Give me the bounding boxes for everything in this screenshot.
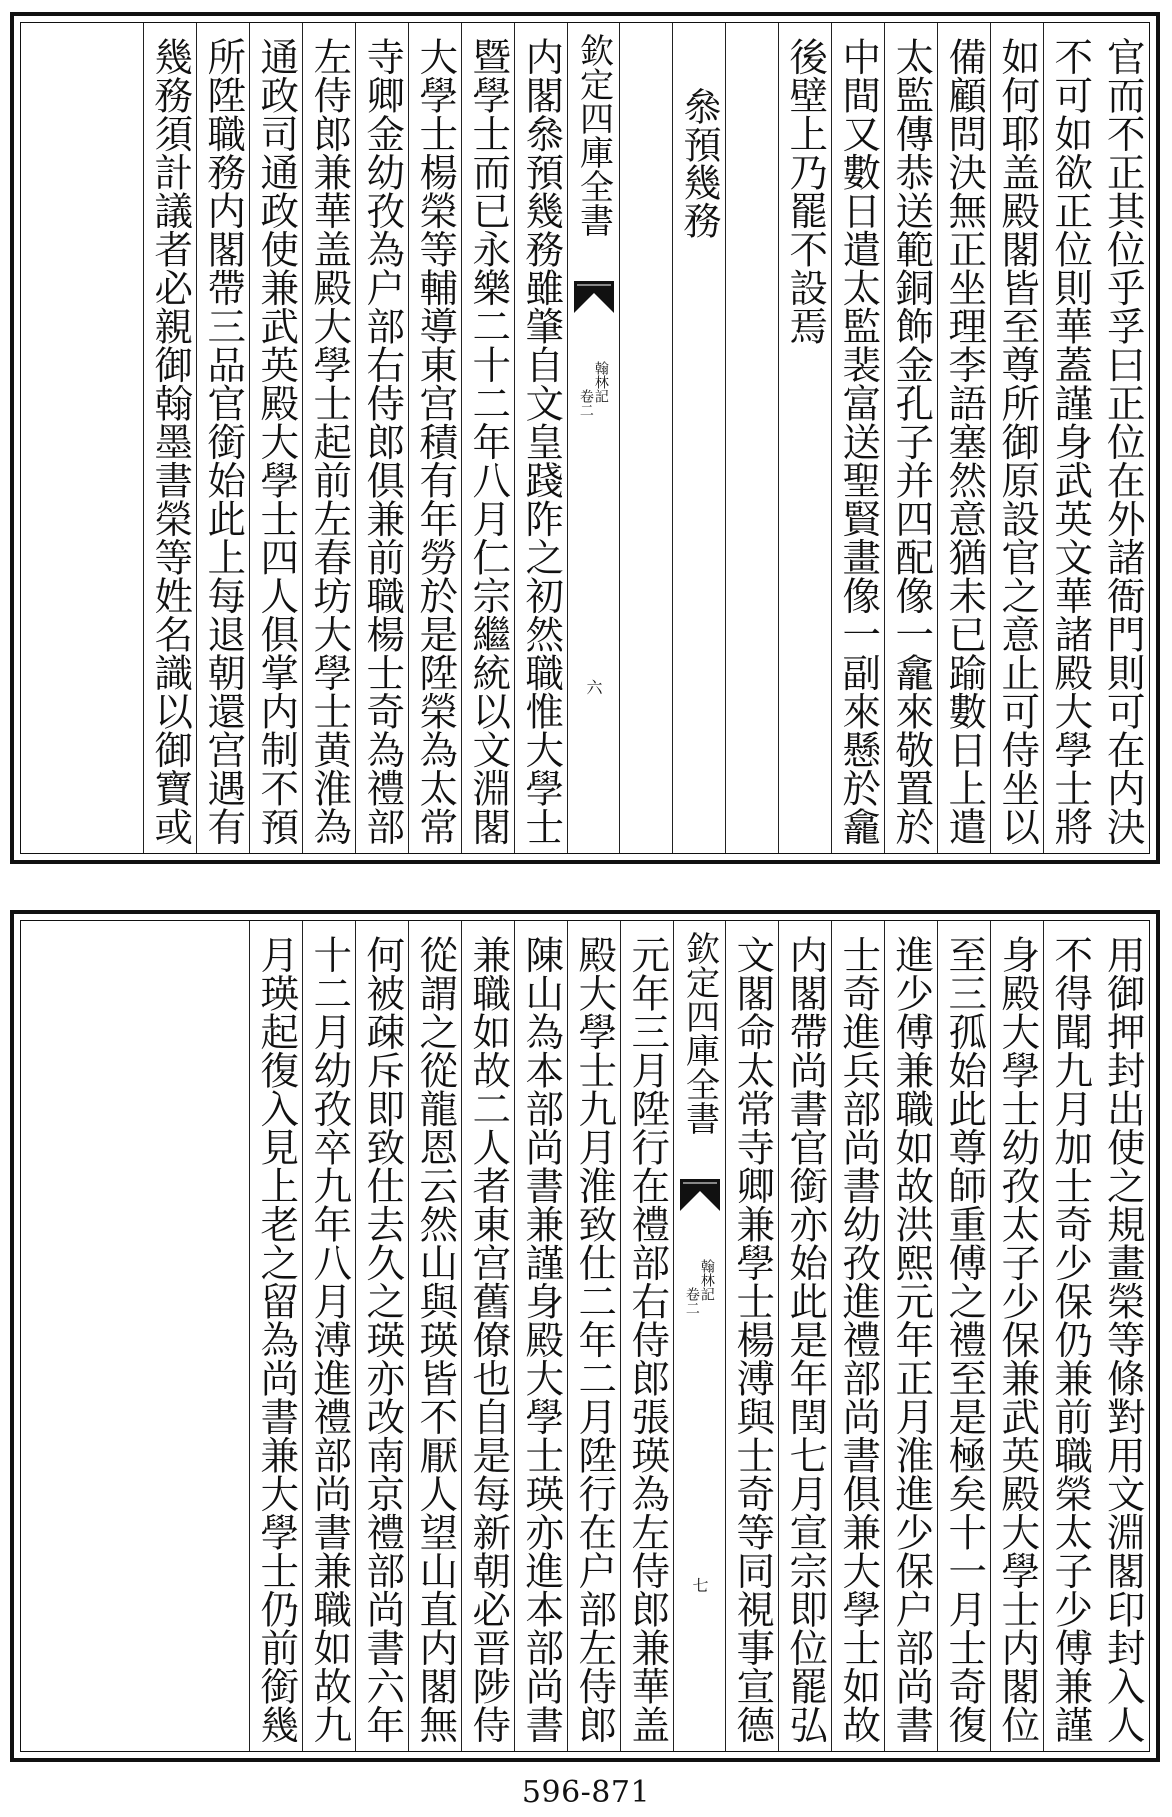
blank-column <box>725 23 778 853</box>
sub-title: 翰林記 <box>592 361 609 403</box>
column-text: 陳山為本部尚書兼謹身殿大學士瑛亦進本部尚書 <box>519 935 565 1744</box>
column-text: 士奇進兵部尚書幼孜進禮部尚書俱兼大學士如故 <box>836 935 882 1744</box>
text-column <box>937 23 990 853</box>
column-text: 不可如欲正位則華蓋謹身武英文華諸殿大學士將 <box>1048 37 1094 846</box>
column-text: 所陞職務内閣帶三品官銜始此上每退朝還宫遇有 <box>201 37 247 846</box>
text-column <box>778 23 831 853</box>
text-column <box>567 921 620 1751</box>
column-text: 至三孤始此尊師重傅之禮至是極矣十一月士奇復 <box>942 935 988 1744</box>
column-text: 暨學士而已永樂二十二年八月仁宗繼統以文淵閣 <box>466 37 512 846</box>
text-column <box>1096 921 1149 1751</box>
text-column <box>1043 921 1096 1751</box>
fishtail-mark-icon <box>574 281 614 313</box>
column-text: 中間又數日遣太監裴富送聖賢畫像一副來懸於龕 <box>836 37 882 846</box>
text-column <box>1096 23 1149 853</box>
column-text: 後壁上乃罷不設焉 <box>783 37 829 345</box>
top-page-frame <box>20 22 1150 854</box>
column-text: 元年三月陞行在禮部右侍郎張瑛為左侍郎兼華盖 <box>625 935 671 1744</box>
text-column <box>990 921 1043 1751</box>
book-title: 欽定四庫全書 <box>679 931 720 1135</box>
column-text: 十二月幼孜卒九年八月溥進禮部尚書兼職如故九 <box>307 935 353 1744</box>
text-column <box>143 23 196 853</box>
column-text: 太監傳恭送範銅飾金孔子并四配像一龕來敬置於 <box>889 37 935 846</box>
blank-column <box>619 23 672 853</box>
column-text: 備顧問決無正坐理李語塞然意猶未已踰數日上遣 <box>942 37 988 846</box>
text-column <box>725 921 778 1751</box>
column-text: 兼職如故二人者東宫舊僚也自是每新朝必晋陟侍 <box>466 935 512 1744</box>
text-column <box>990 23 1043 853</box>
text-column <box>302 23 355 853</box>
text-column <box>461 921 514 1751</box>
text-column <box>514 921 567 1751</box>
text-column <box>461 23 514 853</box>
column-text: 用御押封出使之規畫榮等條對用文淵閣印封入人 <box>1100 935 1146 1744</box>
text-column <box>355 921 408 1751</box>
text-column <box>408 23 461 853</box>
folio-number: 七 <box>690 1577 709 1593</box>
column-text: 如何耶盖殿閣皆至尊所御原設官之意止可侍坐以 <box>995 37 1041 846</box>
column-text: 内閣叅預幾務雖肇自文皇踐阼之初然職惟大學士 <box>519 37 565 846</box>
column-text: 不得聞九月加士奇少保仍兼前職榮太子少傅兼謹 <box>1048 935 1094 1744</box>
text-column <box>514 23 567 853</box>
column-text: 文閣命太常寺卿兼學士楊溥與士奇等同視事宣德 <box>730 935 776 1744</box>
text-column <box>249 23 302 853</box>
folio-number: 六 <box>584 679 603 695</box>
column-text: 左侍郎兼華盖殿大學士起前左春坊大學士黄淮為 <box>307 37 353 846</box>
text-column <box>831 921 884 1751</box>
fishtail-mark-icon <box>680 1179 720 1211</box>
column-text: 通政司通政使兼武英殿大學士四人俱掌内制不預 <box>254 37 300 846</box>
sub-title: 翰林記 <box>698 1259 715 1301</box>
section-heading-column <box>672 23 725 853</box>
volume-label: 卷二 <box>577 389 594 417</box>
text-column <box>778 921 831 1751</box>
column-text: 内閣帶尚書官銜亦始此是年閏七月宣宗即位罷弘 <box>783 935 829 1744</box>
text-column <box>196 23 249 853</box>
column-text: 大學士楊榮等輔導東宫積有年勞於是陞榮為太常 <box>413 37 459 846</box>
column-text: 月瑛起復入見上老之留為尚書兼大學士仍前銜幾 <box>254 935 300 1744</box>
column-text: 何被疎斥即致仕去久之瑛亦改南京禮部尚書六年 <box>360 935 406 1744</box>
page-number: 596-871 <box>521 1775 651 1810</box>
column-text: 殿大學士九月淮致仕二年二月陞行在户部左侍郎 <box>572 935 618 1744</box>
text-column <box>937 921 990 1751</box>
text-column <box>1043 23 1096 853</box>
bottom-page-frame <box>20 920 1150 1752</box>
book-title: 欽定四庫全書 <box>573 33 614 237</box>
section-heading: 叅預幾務 <box>677 87 721 239</box>
column-text: 幾務須計議者必親御翰墨書榮等姓名識以御寶或 <box>148 37 194 846</box>
text-column <box>620 921 673 1751</box>
volume-label: 卷二 <box>683 1287 700 1315</box>
center-gutter <box>673 921 725 1751</box>
text-column <box>831 23 884 853</box>
column-text: 進少傅兼職如故洪熙元年正月淮進少保户部尚書 <box>889 935 935 1744</box>
column-text: 官而不正其位乎孚曰正位在外諸衙門則可在内決 <box>1100 37 1146 846</box>
column-text: 身殿大學士幼孜太子少保兼武英殿大學士内閣位 <box>995 935 1041 1744</box>
text-column <box>408 921 461 1751</box>
bottom-page <box>10 910 1160 1762</box>
column-text: 從謂之從龍恩云然山與瑛皆不厭人望山直内閣無 <box>413 935 459 1744</box>
top-page <box>10 12 1160 864</box>
text-column <box>884 921 937 1751</box>
text-column <box>884 23 937 853</box>
text-column <box>249 921 302 1751</box>
center-gutter <box>567 23 619 853</box>
column-text: 寺卿金幼孜為户部右侍郎俱兼前職楊士奇為禮部 <box>360 37 406 846</box>
text-column <box>355 23 408 853</box>
text-column <box>302 921 355 1751</box>
